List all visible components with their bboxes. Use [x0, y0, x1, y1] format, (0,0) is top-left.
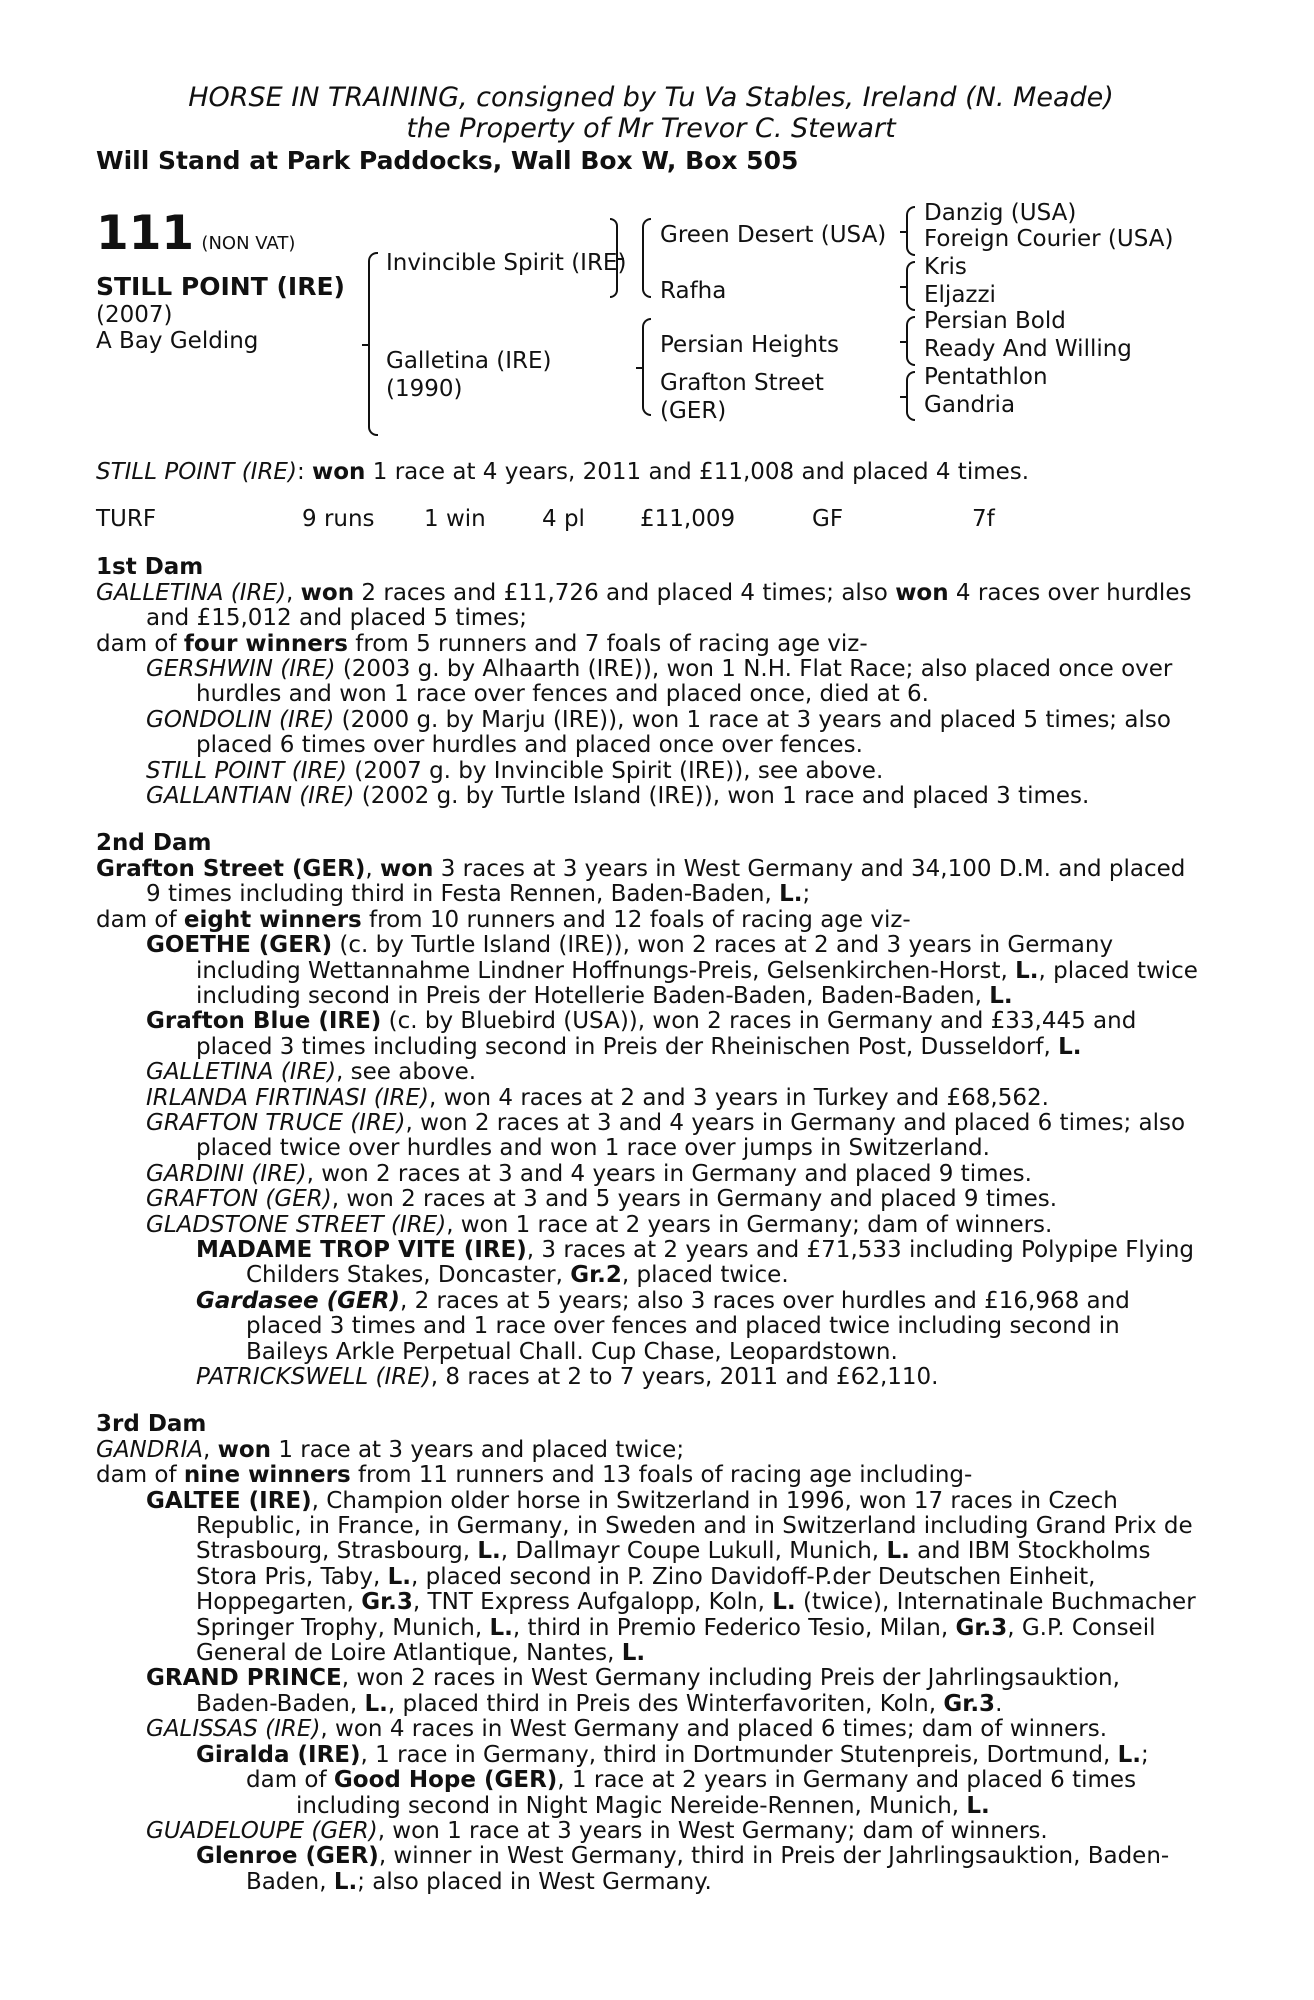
vat-status: (NON VAT) — [201, 233, 296, 254]
bracket-ggp-4 — [906, 371, 915, 421]
third-dam-record: GANDRIA, won 1 race at 3 years and placed twice; — [96, 1436, 685, 1463]
dam-year: (1990) — [386, 376, 463, 402]
pedigree-table — [96, 200, 1206, 456]
horse-name: STILL POINT (IRE) — [96, 272, 345, 301]
ggp-6: Ready And Willing — [924, 336, 1132, 362]
second-dam-record: Grafton Street (GER), won 3 races at 3 years in West Germany and 34,100 D.M. and placed 9 times including third in Festa Rennen, Baden-Baden, L.; — [96, 855, 1186, 908]
consignor-line: HORSE IN TRAINING, consigned by Tu Va Stables, Ireland (N. Meade) — [188, 82, 1114, 113]
ggp-1: Danzig (USA) — [924, 200, 1077, 226]
list-item: GARDINI (IRE), won 2 races at 3 and 4 years in Germany and placed 9 times. — [146, 1160, 1032, 1187]
second-dam-heading: 2nd Dam — [96, 830, 212, 857]
list-item: IRLANDA FIRTINASI (IRE), won 4 races at 2 and 3 years in Turkey and £68,562. — [146, 1084, 1049, 1111]
list-item: Grafton Blue (IRE) (c. by Bluebird (USA)), won 2 races in Germany and £33,445 and placed 3 times including second in Preis der Rheinischen Post, Dusseldorf, L. — [146, 1008, 1137, 1060]
ggp-4: Eljazzi — [924, 282, 996, 308]
list-item: GRAFTON TRUCE (IRE), won 2 races at 3 and 4 years in Germany and placed 6 times; also placed twice over hurdles and won 1 race over jumps in Switzerland. — [146, 1109, 1186, 1162]
turf-label: TURF — [96, 506, 157, 533]
horse-description: A Bay Gelding — [96, 328, 259, 354]
first-dam-produce: dam of four winners from 5 runners and 7 foals of racing age viz- — [96, 630, 868, 657]
list-item: GALTEE (IRE), Champion older horse in Switzerland in 1996, won 17 races in Czech Republic, in France, in Germany, in Sweden and in Switzerland including Grand Prix de Strasbourg, Strasbourg, L., Dallmayr Coupe Lukull, Munich, L. and IBM Stockholms Stora Pris, Taby, L., placed second in P. Zino Davidoff-P.der Deutschen Einheit, Hoppegarten, Gr.3, TNT Express Aufgalopp, Koln, L. (twice), Internatinale Buchmacher Springer Trophy, Munich, L., third in Premio Federico Tesio, Milan, Gr.3, G.P. Conseil General de Loire Atlantique, Nantes, L. — [146, 1487, 1196, 1667]
list-item: GONDOLIN (IRE) (2000 g. by Marju (IRE)), won 1 race at 3 years and placed 5 times; also placed 6 times over hurdles and placed once over fences. — [146, 706, 1171, 759]
first-dam-heading: 1st Dam — [96, 554, 204, 581]
list-item: MADAME TROP VITE (IRE), 3 races at 2 years and £71,533 including Polypipe Flying Childers Stakes, Doncaster, Gr.2, placed twice. — [196, 1236, 1194, 1289]
list-item: GLADSTONE STREET (IRE), won 1 race at 2 years in Germany; dam of winners. — [146, 1211, 1053, 1238]
dam-sire: Persian Heights — [660, 332, 840, 358]
list-item: GRAFTON (GER), won 2 races at 3 and 5 years in Germany and placed 9 times. — [146, 1186, 1058, 1213]
turf-record-row — [96, 507, 1206, 533]
bracket-sire-close — [610, 218, 618, 298]
bracket-ggp-1 — [906, 206, 915, 256]
sire-sire: Green Desert (USA) — [660, 222, 887, 248]
third-dam-produce: dam of nine winners from 11 runners and 13 foals of racing age including- — [96, 1462, 973, 1489]
list-item: GALLANTIAN (IRE) (2002 g. by Turtle Island (IRE)), won 1 race and placed 3 times. — [146, 783, 1090, 810]
list-item: GERSHWIN (IRE) (2003 g. by Alhaarth (IRE)), won 1 N.H. Flat Race; also placed once over hurdles and won 1 race over fences and placed once, died at 6. — [146, 656, 1173, 708]
list-item: GRAND PRINCE, won 2 races in West Germany including Preis der Jahrlingsauktion, Baden-Baden, L., placed third in Preis des Winterfavoriten, Koln, Gr.3. — [146, 1665, 1120, 1717]
third-dam-section — [96, 1412, 1206, 1895]
list-item: Giralda (IRE), 1 race in Germany, third in Dortmunder Stutenpreis, Dortmund, L.; — [196, 1741, 1149, 1768]
list-item: GUADELOUPE (GER), won 1 race at 3 years in West Germany; dam of winners. — [146, 1817, 1048, 1844]
dam-dam: Grafton Street — [660, 370, 824, 396]
sire: Invincible Spirit (IRE) — [386, 250, 627, 276]
list-item: Gardasee (GER), 2 races at 5 years; also 3 races over hurdles and £16,968 and placed 3 times and 1 race over fences and placed twice including second in Baileys Arkle Perpetual Chall. Cup Chase, Leopardstown. — [196, 1287, 1130, 1365]
list-item: Glenroe (GER), winner in West Germany, third in Preis der Jahrlingsauktion, Baden-Baden, L.; also placed in West Germany. — [196, 1843, 1170, 1895]
bracket-ggp-2 — [906, 261, 915, 311]
ggp-8: Gandria — [924, 392, 1016, 418]
bracket-dam-line — [642, 318, 651, 416]
second-dam-produce: dam of eight winners from 10 runners and 12 foals of racing age viz- — [96, 906, 911, 933]
sire-dam: Rafha — [660, 278, 727, 304]
ggp-2: Foreign Courier (USA) — [924, 226, 1174, 252]
turf-earnings: £11,009 — [640, 506, 736, 533]
list-item: GALLETINA (IRE), see above. — [146, 1059, 477, 1086]
first-dam-record: GALLETINA (IRE), won 2 races and £11,726 and placed 4 times; also won 4 races over hurdles and £15,012 and placed 5 times; — [96, 579, 1192, 632]
bracket-main — [368, 252, 378, 436]
turf-going: GF — [812, 506, 844, 533]
list-item: dam of Good Hope (GER), 1 race at 2 years in Germany and placed 6 times including second in Night Magic Nereide-Rennen, Munich, L. — [246, 1767, 1137, 1819]
list-item: GALISSAS (IRE), won 4 races in West Germany and placed 6 times; dam of winners. — [146, 1716, 1108, 1743]
dam-dam-country: (GER) — [660, 398, 727, 424]
dam: Galletina (IRE) — [386, 348, 552, 374]
horse-year: (2007) — [96, 302, 173, 328]
turf-runs: 9 runs — [302, 506, 375, 533]
turf-wins: 1 win — [424, 506, 486, 533]
race-summary: STILL POINT (IRE): won 1 race at 4 years, 2011 and £11,008 and placed 4 times. — [96, 459, 1030, 485]
stabling-line: Will Stand at Park Paddocks, Wall Box W, Box 505 — [96, 146, 799, 175]
second-dam-section — [96, 831, 1206, 1390]
ggp-3: Kris — [924, 254, 967, 280]
turf-placed: 4 pl — [542, 506, 585, 533]
list-item: PATRICKSWELL (IRE), 8 races at 2 to 7 years, 2011 and £62,110. — [196, 1364, 939, 1390]
ggp-5: Persian Bold — [924, 308, 1066, 334]
owner-line: the Property of Mr Trevor C. Stewart — [406, 113, 896, 144]
bracket-sire-line — [642, 218, 651, 298]
list-item: GOETHE (GER) (c. by Turtle Island (IRE)), won 2 races at 2 and 3 years in Germany including Wettannahme Lindner Hoffnungs-Preis, Gelsenkirchen-Horst, L., placed twice including second in Preis der Hotellerie Baden-Baden, Baden-Baden, L. — [146, 932, 1198, 1009]
turf-distance: 7f — [972, 506, 995, 533]
bracket-ggp-3 — [906, 316, 915, 366]
list-item: STILL POINT (IRE) (2007 g. by Invincible Spirit (IRE)), see above. — [146, 757, 884, 784]
lot-number: 111 — [96, 206, 195, 261]
first-dam-section — [96, 555, 1206, 809]
third-dam-heading: 3rd Dam — [96, 1411, 207, 1438]
ggp-7: Pentathlon — [924, 364, 1048, 390]
lot-number-row — [96, 206, 296, 261]
catalogue-page — [96, 82, 1206, 1895]
